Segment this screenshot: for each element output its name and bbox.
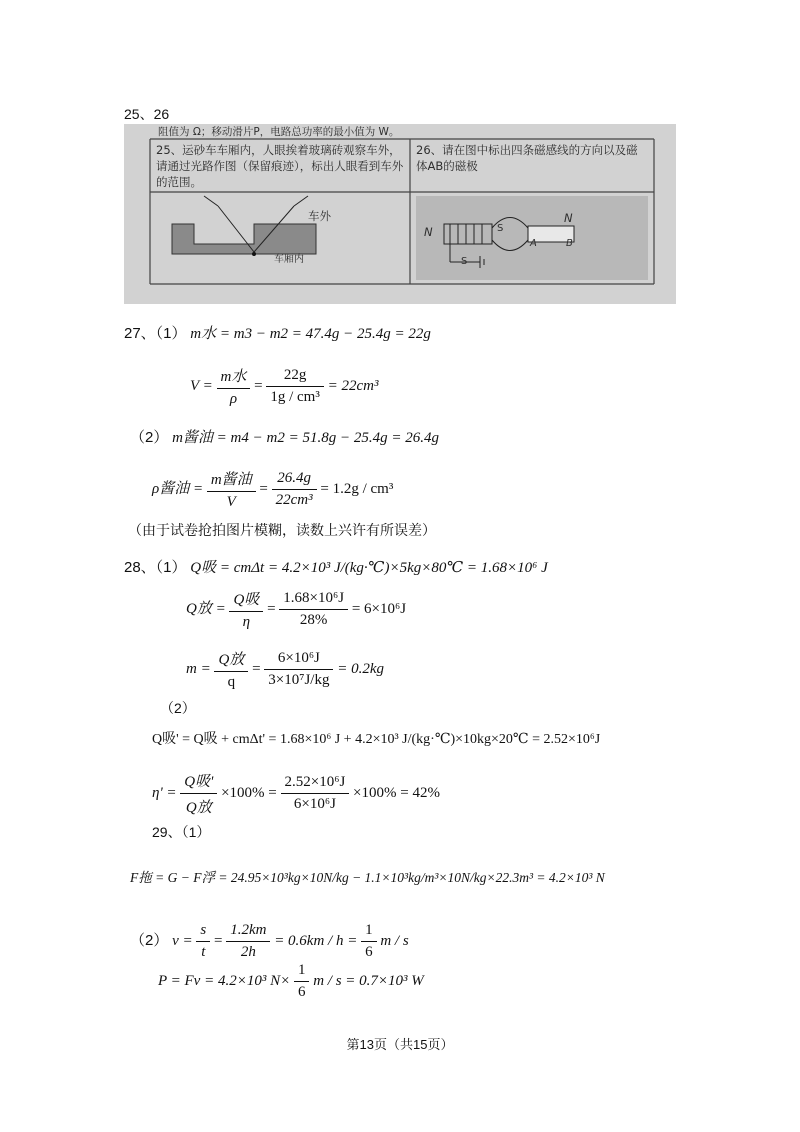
question-25-text: 25、运砂车车厢内，人眼挨着玻璃砖观察车外，请通过光路作图（保留痕迹），标出人眼看到车外的范围。	[156, 143, 404, 189]
section-header: 25、26	[124, 106, 170, 122]
label-s: S	[497, 223, 504, 234]
rhs: = 6×10⁶J	[351, 600, 407, 617]
lhs: m =	[186, 660, 211, 677]
lhs: v =	[172, 932, 193, 949]
frac-num: s	[196, 922, 210, 942]
label-b: B	[566, 238, 573, 249]
q27-rho-rhs: = 1.2g / cm³	[320, 480, 394, 497]
q27-part1	[124, 322, 431, 343]
frac-num: 1.2km	[226, 922, 270, 942]
photo-top-strip: 阻值为 Ω；移动滑片P，电路总功率的最小值为 W。	[158, 126, 400, 138]
frac-den: 28%	[299, 612, 328, 628]
rhs: = 0.2kg	[337, 660, 385, 677]
q29-velocity	[130, 922, 409, 961]
q29-label: 29、（1）	[152, 824, 211, 840]
q27-v-lhs: V =	[190, 377, 213, 394]
frac-num: 1	[361, 922, 377, 942]
frac-den: 6	[365, 944, 373, 960]
mid: =	[213, 932, 223, 949]
q29-p2-label: （2）	[130, 931, 169, 949]
exam-photo	[124, 124, 676, 304]
frac-num: 2.52×10⁶J	[281, 774, 350, 794]
label-n2: N	[564, 211, 573, 225]
rhs: m / s = 0.7×10³ W	[313, 972, 424, 989]
label-outside: 车外	[308, 209, 331, 223]
frac-den: 22cm³	[275, 492, 313, 508]
q28-efficiency	[152, 770, 440, 817]
frac-den: q	[227, 674, 236, 690]
q27-density-eq: ρ酱油 = $\frac{\text{m酱油}}{V}$ = $\frac{26.4g}{\text{22cm³}}$ = 1.2g / cm³	[152, 470, 394, 510]
frac-num: Q吸	[229, 588, 263, 612]
q27-line1: m水 = m3 − m2 = 47.4g − 25.4g = 22g	[190, 326, 431, 342]
lhs: Q放 =	[186, 600, 226, 617]
q27-label: 27、（1）	[124, 325, 187, 342]
glass-brick-diagram	[172, 196, 316, 256]
frac-num: 22g	[266, 367, 324, 387]
q29-power	[158, 962, 424, 1001]
frac-den: Q放	[185, 800, 212, 816]
q27-v-rhs: = 22cm³	[327, 377, 379, 394]
frac-num: m水	[217, 365, 251, 389]
rhs: ×100% = 42%	[353, 784, 440, 801]
frac-den: t	[201, 944, 206, 960]
frac-den: V	[226, 494, 236, 510]
lhs: P = Fv = 4.2×10³ N×	[158, 972, 291, 989]
q29-line1: F拖 = G − F浮 = 24.95×10³kg×10N/kg − 1.1×10³kg/m³×10N/kg×22.3m³ = 4.2×10³ N	[130, 870, 605, 885]
frac-den: ρ	[229, 391, 238, 407]
mid: ×100% =	[221, 784, 277, 801]
q28-part1	[124, 556, 548, 577]
q27-part2	[130, 426, 439, 447]
frac-num: 26.4g	[272, 470, 317, 490]
label-n: N	[424, 225, 433, 239]
frac-den: 2h	[240, 944, 256, 960]
mid2: = 0.6km / h =	[274, 932, 358, 949]
q28-mass: m = $\frac{\text{Q放}}{q}$ = $\frac{\text{6×10⁶J}}{\text{3×10⁷J/kg}}$ = 0.2kg	[186, 650, 385, 690]
frac-num: Q放	[214, 648, 248, 672]
frac-num: 6×10⁶J	[264, 650, 333, 670]
lhs: η' =	[152, 784, 177, 801]
frac-num: 1	[294, 962, 310, 982]
q28-line1: Q吸 = cmΔt = 4.2×10³ J/(kg·℃)×5kg×80℃ = 1.68×10⁶ J	[190, 560, 548, 576]
label-s2: S	[461, 256, 468, 267]
page-footer: 第13页（共15页）	[346, 1037, 454, 1052]
q27-rho-lhs: ρ酱油 =	[152, 480, 204, 497]
rhs: m / s	[380, 932, 409, 949]
q27-p2-label: （2）	[130, 429, 169, 446]
frac-den: η	[242, 614, 251, 630]
question-26-text: 26、请在图中标出四条磁感线的方向以及磁体AB的磁极	[416, 143, 638, 173]
q27-volume-eq: V = $\frac{\text{m水}}{\rho}$ = $\frac{22g}{\text{1g / cm³}}$ = 22cm³	[190, 367, 379, 407]
q28-label: 28、（1）	[124, 559, 187, 576]
q27-note: （由于试卷抢拍图片模糊，读数上兴许有所误差）	[128, 522, 436, 538]
frac-den: 1g / cm³	[270, 389, 320, 405]
frac-den: 6×10⁶J	[293, 796, 336, 812]
label-a: A	[530, 238, 537, 249]
frac-num: 1.68×10⁶J	[279, 590, 348, 610]
frac-den: 3×10⁷J/kg	[268, 672, 330, 688]
frac-den: 6	[297, 984, 306, 1000]
q28-line4: Q吸' = Q吸 + cmΔt' = 1.68×10⁶ J + 4.2×10³ J/(kg·℃)×10kg×20℃ = 2.52×10⁶J	[152, 732, 601, 747]
q28-heat-released: Q放 = $\frac{\text{Q吸}}{\eta}$ = $\frac{\text{1.68×10⁶J}}{28\%}$ = 6×10⁶J	[186, 590, 407, 630]
q27-p2-line1: m酱油 = m4 − m2 = 51.8g − 25.4g = 26.4g	[172, 430, 439, 446]
q28-p2-label: （2）	[160, 700, 196, 716]
frac-num: m酱油	[207, 468, 256, 492]
label-inside: 车厢内	[274, 254, 304, 265]
frac-num: Q吸'	[180, 770, 217, 794]
